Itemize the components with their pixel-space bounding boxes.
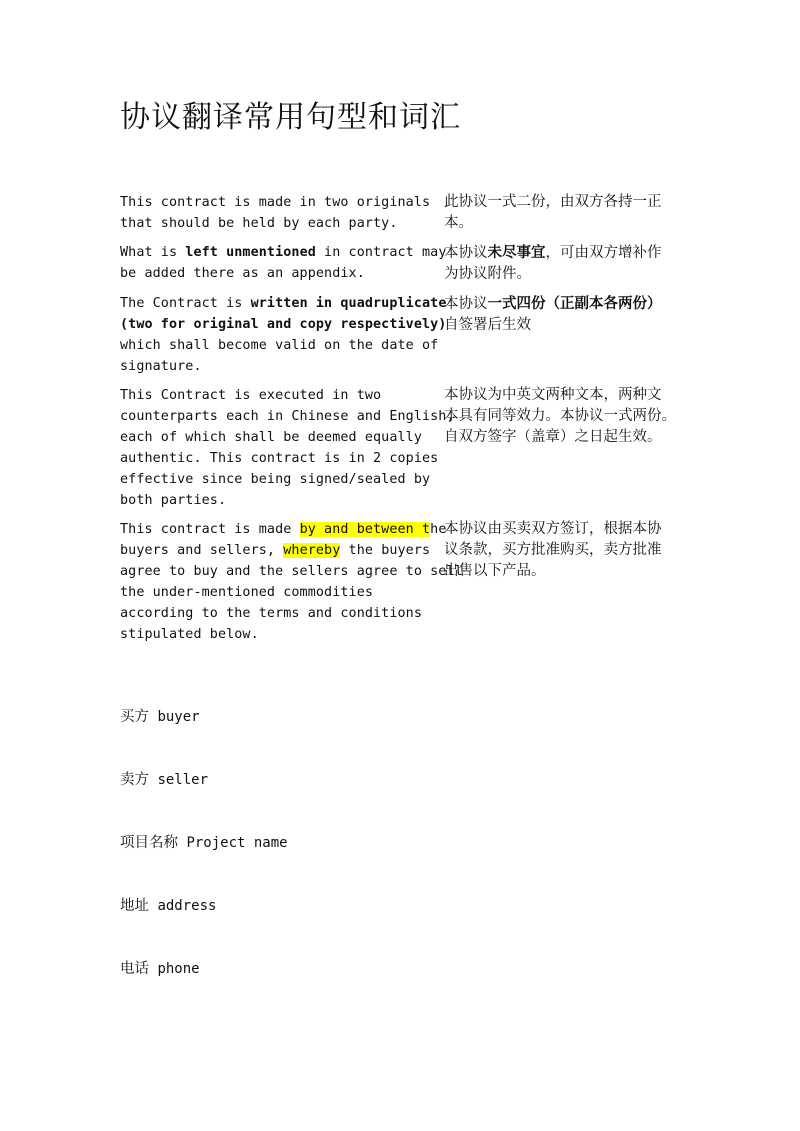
text-segment: This contract is made in two originals — [120, 195, 431, 210]
text-segment: he — [430, 522, 447, 537]
chinese-sentence — [444, 192, 692, 234]
text-segment: signature. — [120, 359, 202, 374]
chinese-sentence-line — [444, 406, 692, 427]
chinese-sentence-line — [444, 242, 692, 264]
bold-text: 未尽事宜 — [487, 244, 546, 261]
chinese-sentence-line — [444, 519, 692, 540]
sentence-pair-row — [120, 385, 692, 511]
english-sentence-line — [120, 385, 444, 406]
bold-text: (two for original and copy respectively) — [120, 317, 447, 332]
vocabulary-item — [120, 895, 288, 917]
english-sentence-line — [120, 356, 444, 377]
vocabulary-english: Project name — [186, 835, 288, 851]
text-segment: 本协议为中英文两种文本，两种文 — [444, 387, 662, 403]
sentence-pair-row — [120, 192, 692, 234]
sentence-pair-row — [120, 293, 692, 377]
chinese-sentence-line — [444, 213, 692, 234]
highlighted-text: whereby — [283, 543, 341, 558]
chinese-sentence-line — [444, 540, 692, 561]
english-sentence-line — [120, 490, 444, 511]
text-segment: 本协议 — [444, 296, 488, 312]
chinese-sentence-line — [444, 192, 692, 213]
text-segment: What is — [120, 245, 186, 260]
text-segment: ，可由双方增补作 — [545, 245, 662, 261]
text-segment: This Contract is executed in two — [120, 388, 382, 403]
vocabulary-chinese: 项目名称 — [120, 835, 178, 851]
page-title: 协议翻译常用句型和词汇 — [120, 100, 461, 135]
english-sentence-line — [120, 263, 444, 284]
text-segment: that should be held by each party. — [120, 216, 398, 231]
text-segment: 自双方签字（盖章）之日起生效。 — [444, 429, 662, 445]
english-sentence — [120, 242, 447, 284]
text-segment: 自签署后生效 — [444, 317, 531, 333]
vocabulary-english: address — [157, 898, 217, 914]
english-sentence-line — [120, 192, 444, 213]
text-segment: 出售以下产品。 — [444, 563, 546, 579]
chinese-sentence — [444, 385, 692, 448]
text-segment: 本具有同等效力。本协议一式两份。 — [444, 408, 676, 424]
english-sentence-line — [120, 293, 447, 314]
vocabulary-item — [120, 769, 288, 791]
text-segment: counterparts each in Chinese and English, — [120, 409, 455, 424]
text-segment: 本协议 — [444, 245, 488, 261]
english-sentence-line — [120, 242, 447, 263]
text-segment: The Contract is — [120, 296, 251, 311]
text-segment: in contract may — [315, 245, 447, 260]
text-segment: be added there as an appendix. — [120, 266, 365, 281]
chinese-sentence-line — [444, 561, 692, 582]
english-sentence-line — [120, 335, 444, 356]
text-segment: the buyers — [340, 543, 431, 558]
english-sentence — [120, 192, 444, 234]
text-segment: 本协议由买卖双方签订，根据本协 — [444, 521, 662, 537]
english-sentence-line — [120, 427, 444, 448]
vocabulary-chinese: 买方 — [120, 709, 149, 725]
chinese-sentence-line — [444, 293, 692, 315]
english-sentence-line — [120, 213, 444, 234]
english-sentence-line — [120, 469, 444, 490]
chinese-sentence — [444, 242, 692, 285]
english-sentence-line — [120, 448, 444, 469]
text-segment: authentic. This contract is in 2 copies — [120, 451, 439, 466]
text-segment: buyers and sellers, — [120, 543, 284, 558]
text-segment: according to the terms and conditions — [120, 606, 422, 621]
chinese-sentence — [444, 293, 692, 336]
english-sentence-line — [120, 540, 444, 561]
text-segment: both parties. — [120, 493, 227, 508]
english-sentence — [120, 519, 463, 645]
chinese-sentence-line — [444, 264, 692, 285]
chinese-sentence-line — [444, 315, 692, 336]
vocabulary-list — [120, 706, 288, 1021]
chinese-sentence-line — [444, 427, 692, 448]
english-sentence-line — [120, 406, 455, 427]
vocabulary-english: phone — [157, 961, 200, 977]
text-segment: which shall become valid on the date of — [120, 338, 439, 353]
highlighted-text: by and between t — [299, 522, 431, 537]
vocabulary-item — [120, 832, 288, 854]
vocabulary-chinese: 地址 — [120, 898, 149, 914]
english-sentence — [120, 293, 447, 377]
vocabulary-chinese: 电话 — [120, 961, 149, 977]
vocabulary-item — [120, 706, 288, 728]
vocabulary-item — [120, 958, 288, 980]
chinese-sentence-line — [444, 385, 692, 406]
vocabulary-chinese: 卖方 — [120, 772, 149, 788]
english-sentence — [120, 385, 455, 511]
english-sentence-line — [120, 582, 444, 603]
vocabulary-english: seller — [157, 772, 209, 788]
english-sentence-line — [120, 561, 463, 582]
text-segment: agree to buy and the sellers agree to sell — [120, 564, 463, 579]
english-sentence-line — [120, 314, 447, 335]
text-segment: 议条款，买方批准购买，卖方批准 — [444, 542, 662, 558]
text-segment: each of which shall be deemed equally — [120, 430, 422, 445]
text-segment: This contract is made — [120, 522, 300, 537]
text-segment: the under-mentioned commodities — [120, 585, 374, 600]
english-sentence-line — [120, 603, 444, 624]
chinese-sentence — [444, 519, 692, 582]
text-segment: 为协议附件。 — [444, 266, 531, 282]
text-segment: effective since being signed/sealed by — [120, 472, 431, 487]
bold-text: written in quadruplicate — [250, 296, 447, 311]
text-segment: stipulated below. — [120, 627, 259, 642]
sentence-pairs-table — [120, 192, 692, 653]
vocabulary-english: buyer — [157, 709, 200, 725]
bold-text: 一式四份（正副本各两份） — [487, 295, 662, 312]
sentence-pair-row — [120, 242, 692, 285]
english-sentence-line — [120, 624, 444, 645]
text-segment: 本。 — [444, 215, 473, 231]
bold-text: left unmentioned — [185, 245, 316, 260]
sentence-pair-row — [120, 519, 692, 645]
english-sentence-line — [120, 519, 447, 540]
text-segment: 此协议一式二份，由双方各持一正 — [444, 194, 662, 210]
